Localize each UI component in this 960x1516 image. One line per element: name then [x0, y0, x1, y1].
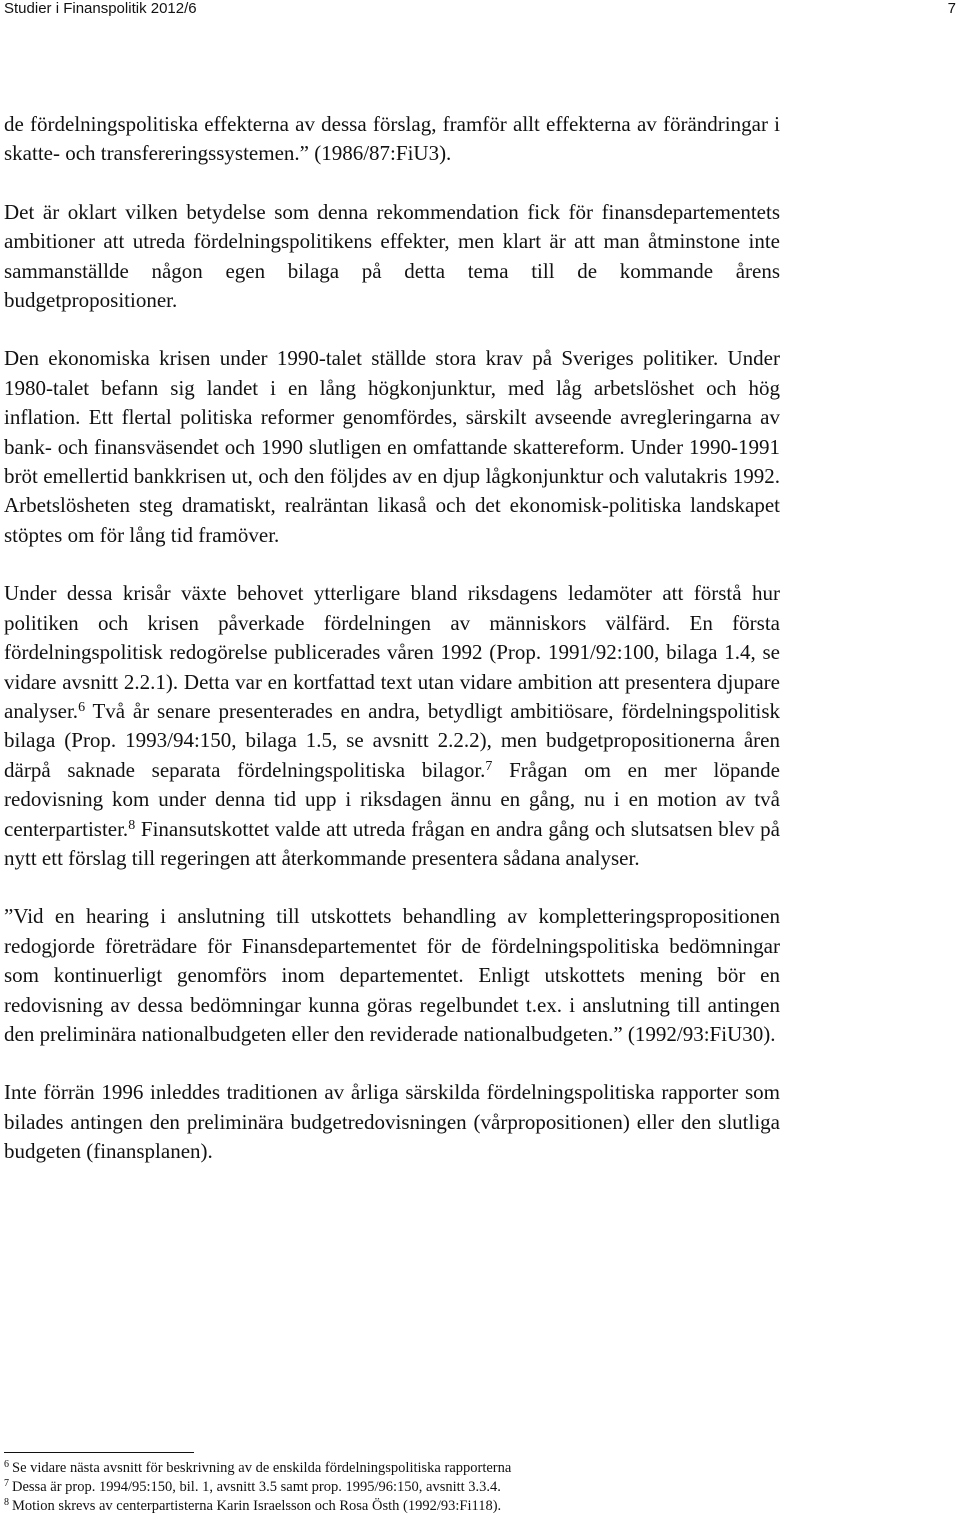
footnote-text: Se vidare nästa avsnitt för beskrivning av de enskilda fördelningspolitiska rapporterna — [12, 1460, 512, 1476]
paragraph: Den ekonomiska krisen under 1990-talet ställde stora krav på Sveriges politiker. Under 1980-talet befann sig landet i en lång högkonjunktur, med låg arbetslöshet och hög inflation. Ett flertal politiska reformer genomfördes, särskilt avseende avregleringarna av bank- och finansväsendet och 1990 slutligen en omfattande skattereform. Under 1990-1991 bröt emellertid bankkrisen ut, och den följdes av en djup lågkonjunktur och valutakris 1992. Arbetslösheten steg dramatiskt, realräntan likaså och det ekonomisk-politiska landskapet stöptes om för lång tid framöver. — [4, 346, 780, 547]
paragraph-text: Finansutskottet valde att utreda frågan en andra gång och slutsatsen blev på nytt ett förslag till regeringen att återkommande presentera sådana analyser. — [4, 816, 780, 870]
footnote-text: Dessa är prop. 1994/95:150, bil. 1, avsnitt 3.5 samt prop. 1995/96:150, avsnitt 3.3.4. — [12, 1479, 501, 1495]
footnotes — [4, 1452, 780, 1516]
body-text — [4, 110, 780, 1196]
page-header — [4, 0, 956, 22]
footnote — [4, 1497, 780, 1516]
paragraph-text: Frågan om en mer löpande redovisning kom under denna tid upp i riksdagen ännu en gång, nu i en motion av två centerpartister. — [4, 757, 780, 841]
block-quote: ”Vid en hearing i anslutning till utskottets behandling av kompletteringspropositionen redogjorde företrädare för Finansdepartementet för de fördelningspolitiska bedömningar som kontinuerligt genomförs inom departementet. Enligt utskottets mening bör en redovisning av dessa bedömningar kunna göras regelbundet t.ex. i anslutning till antingen den preliminära nationalbudgeten eller den reviderade nationalbudgeten.” (1992/93:FiU30). — [4, 904, 780, 1046]
footnote-number: 6 — [4, 1459, 9, 1470]
paragraph-text: Två år senare presenterades en andra, betydligt ambitiösare, fördelningspolitisk bilaga (Prop. 1993/94:150, bilaga 1.5, se avsnitt 2.2.2), men budgetpropositionerna åren därpå saknade separata fördelningspolitiska bilagor. — [4, 698, 780, 782]
page-number: 7 — [947, 0, 956, 17]
footnote-ref[interactable]: 7 — [485, 758, 493, 774]
footnote-number: 7 — [4, 1478, 9, 1489]
running-title: Studier i Finanspolitik 2012/6 — [4, 0, 197, 17]
footnote-rule — [4, 1452, 194, 1453]
footnote-number: 8 — [4, 1497, 9, 1508]
footnote-text: Motion skrevs av centerpartisterna Karin Israelsson och Rosa Östh (1992/93:Fi118). — [12, 1498, 502, 1514]
footnote-ref[interactable]: 6 — [78, 699, 86, 715]
paragraph: Det är oklart vilken betydelse som denna rekommendation fick för finansdepartementets ambitioner att utreda fördelningspolitikens effekter, men klart är att man åtminstone inte sammanställde någon egen bilaga på detta tema till de kommande årens budgetpropositioner. — [4, 199, 780, 313]
footnote-ref[interactable]: 8 — [128, 817, 136, 833]
paragraph-text: Under dessa krisår växte behovet ytterligare bland riksdagens ledamöter att förstå hur politiken och krisen påverkade fördelningen av människors välfärd. En första fördelningspolitisk redogörelse publicerades våren 1992 (Prop. 1991/92:100, bilaga 1.4, se vidare avsnitt 2.2.1). Detta var en kortfattad text utan vidare ambition att presentera djupare analyser. — [4, 581, 780, 723]
footnote — [4, 1478, 780, 1497]
paragraph: Inte förrän 1996 inleddes traditionen av årliga särskilda fördelningspolitiska rapporter som bilades antingen den preliminära budgetredovisningen (vårpropositionen) eller den slutliga budgeten (finansplanen). — [4, 1080, 780, 1164]
footnote — [4, 1459, 780, 1478]
paragraph — [4, 579, 780, 873]
paragraph: de fördelningspolitiska effekterna av dessa förslag, framför allt effekterna av förändringar i skatte- och transfereringssystemen.” (1986/87:FiU3). — [4, 112, 780, 166]
